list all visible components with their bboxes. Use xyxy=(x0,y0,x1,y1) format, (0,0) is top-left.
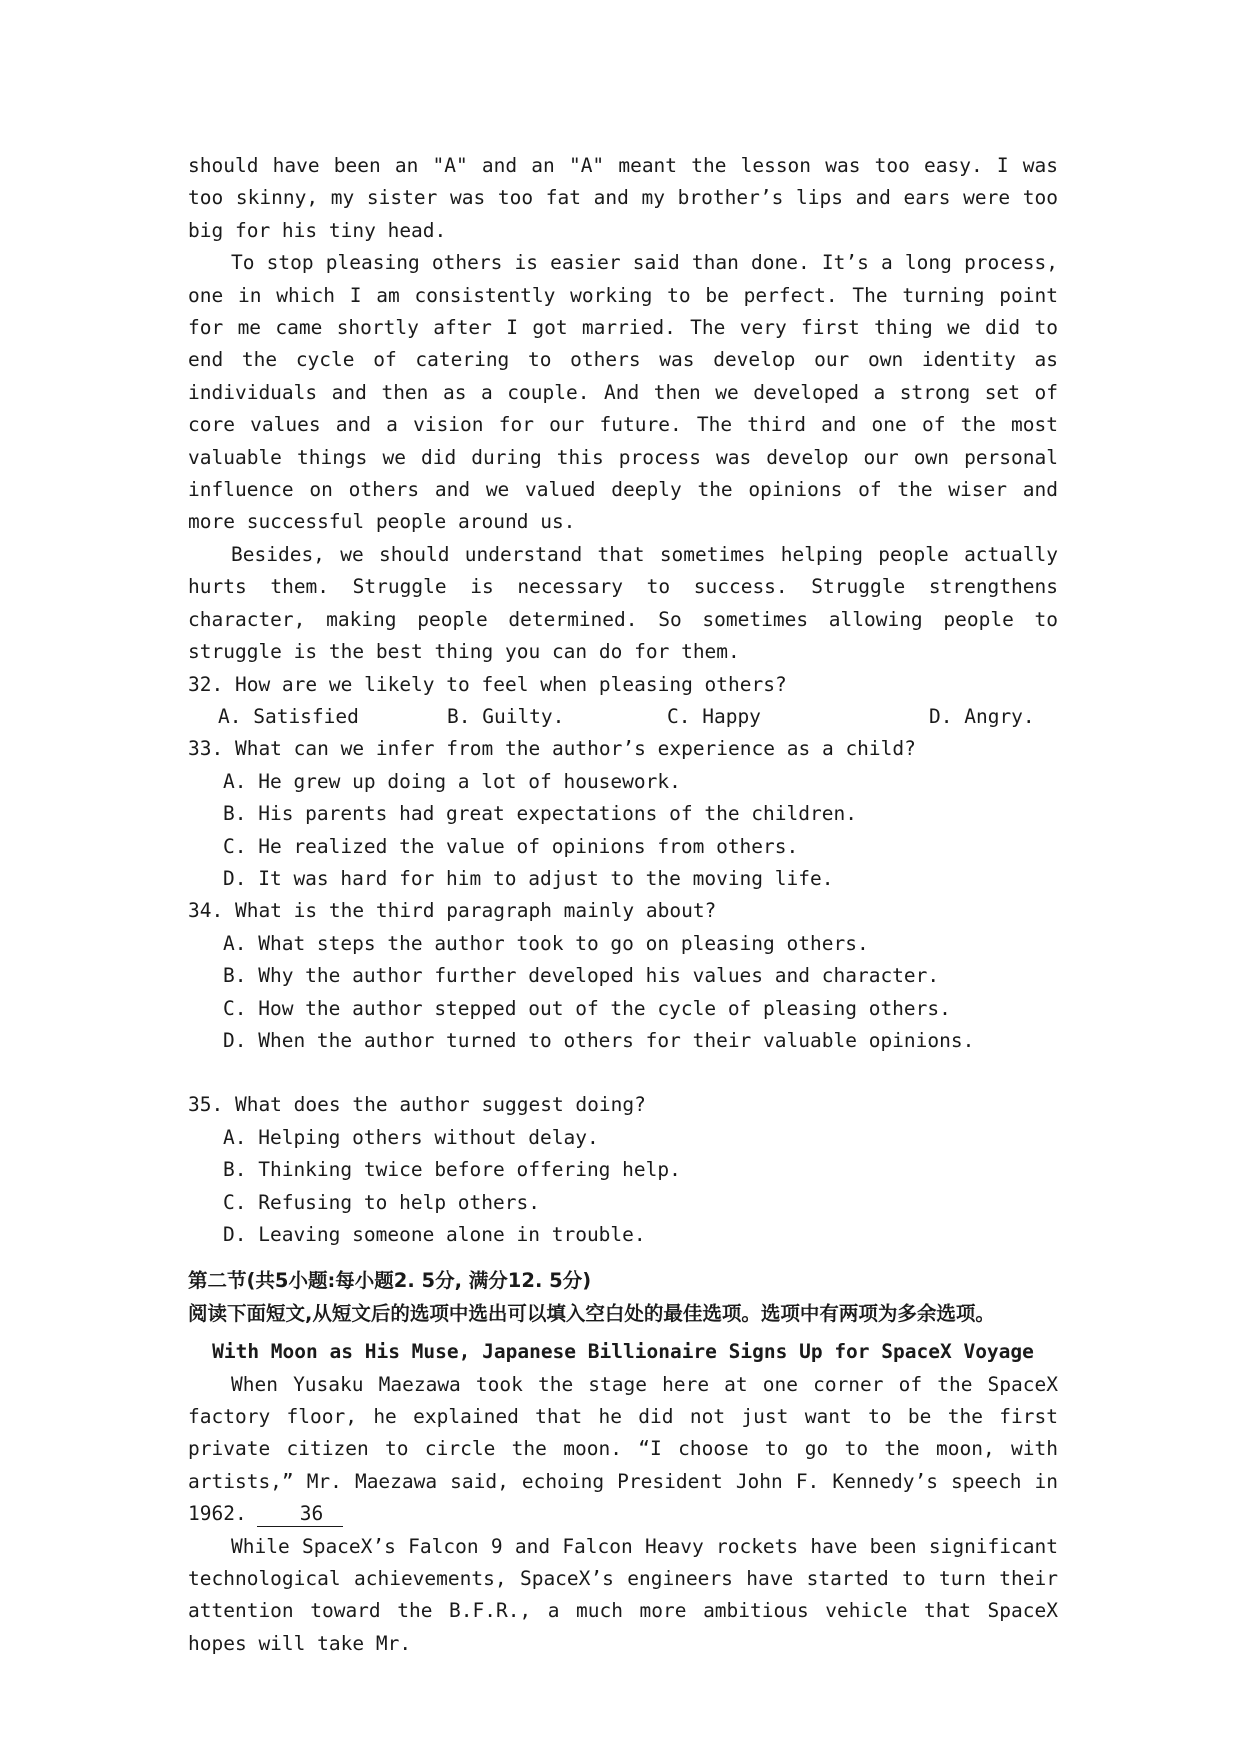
option-c: C. Refusing to help others. xyxy=(223,1190,540,1214)
question-stem: 35. What does the author suggest doing? xyxy=(188,1093,646,1117)
paragraph-turning-point: To stop pleasing others is easier said than done. It’s a long process, one in which I am consistently working to be perfect. The turning point for me came shortly after I got married. The very first thing we did to end the cycle of catering to others was develop our own identity as individuals and then as a couple. And then we developed a strong set of core values and a vision for our future. The third and one of the most valuable things we did during this process was develop our own personal influence on others and we valued deeply the opinions of the wiser and more successful people around us. xyxy=(188,251,1058,534)
option-a: A. Satisfied xyxy=(218,704,359,728)
option-b: B. His parents had great expectations of the children. xyxy=(223,802,857,826)
question-33 xyxy=(188,733,1058,895)
question-32 xyxy=(188,669,1058,734)
option-b: B. Guilty. xyxy=(447,704,565,728)
option-d: D. Angry. xyxy=(929,704,1035,728)
spacer xyxy=(188,1057,1058,1089)
section-instruction: 阅读下面短文,从短文后的选项中选出可以填入空白处的最佳选项。选项中有两项为多余选项。 xyxy=(188,1301,995,1325)
option-c: C. How the author stepped out of the cycle of pleasing others. xyxy=(223,996,951,1020)
option-b: B. Why the author further developed his values and character. xyxy=(223,964,940,988)
document-page xyxy=(188,150,1058,1660)
question-35 xyxy=(188,1089,1058,1251)
option-c: C. He realized the value of opinions from others. xyxy=(223,834,799,858)
option-d: D. Leaving someone alone in trouble. xyxy=(223,1223,646,1246)
question-stem: 34. What is the third paragraph mainly about? xyxy=(188,899,717,923)
option-a: A. He grew up doing a lot of housework. xyxy=(223,769,681,793)
option-d: D. It was hard for him to adjust to the moving life. xyxy=(223,866,834,890)
paragraph-spacex: While SpaceX’s Falcon 9 and Falcon Heavy rockets have been significant technological achievements, SpaceX’s engineers have started to turn their attention toward the B.F.R., a much more ambitious vehicle that SpaceX hopes will take Mr. xyxy=(188,1534,1058,1655)
question-stem: 33. What can we infer from the author’s experience as a child? xyxy=(188,737,916,761)
options-row xyxy=(188,701,1058,733)
paragraph-text: When Yusaku Maezawa took the stage here at one corner of the SpaceX factory floor, he explained that he did not just want to be the first private citizen to circle the moon. “I choose to go to the moon, with artists,” Mr. Maezawa said, echoing President John F. Kennedy’s speech in 1962. xyxy=(188,1372,1058,1526)
question-stem: 32. How are we likely to feel when pleasing others? xyxy=(188,672,787,696)
section-heading: 第二节(共5小题:每小题2. 5分, 满分12. 5分) xyxy=(188,1269,592,1293)
option-c: C. Happy xyxy=(667,704,761,728)
option-b: B. Thinking twice before offering help. xyxy=(223,1158,681,1182)
blank-36: 36 xyxy=(257,1502,343,1527)
option-a: A. Helping others without delay. xyxy=(223,1125,599,1149)
paragraph-maezawa xyxy=(188,1369,1058,1531)
paragraph-continued: should have been an "A" and an "A" meant the lesson was too easy. I was too skinny, my sister was too fat and my brother’s lips and ears were too big for his tiny head. xyxy=(188,154,1058,242)
question-34 xyxy=(188,895,1058,1057)
option-d: D. When the author turned to others for their valuable opinions. xyxy=(223,1028,975,1052)
paragraph-struggle: Besides, we should understand that sometimes helping people actually hurts them. Struggle is necessary to success. Struggle strengthens character, making people determined. So sometimes allowing people to struggle is the best thing you can do for them. xyxy=(188,542,1058,664)
passage-title: With Moon as His Muse, Japanese Billionaire Signs Up for SpaceX Voyage xyxy=(212,1340,1034,1364)
option-a: A. What steps the author took to go on pleasing others. xyxy=(223,931,869,955)
